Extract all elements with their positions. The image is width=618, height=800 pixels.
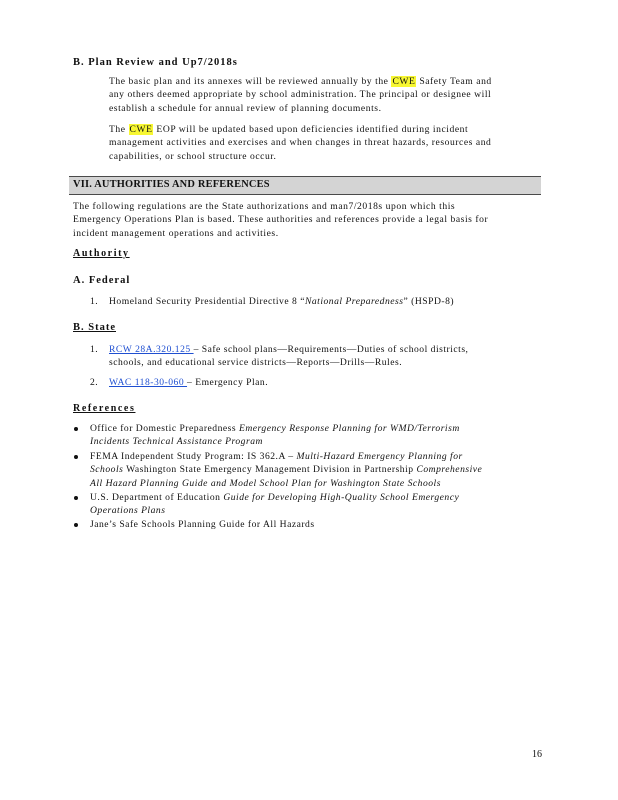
references-heading: References: [73, 403, 136, 414]
italic-title: All Hazard Planning Guide and Model School Plan for Washington State Schools: [90, 477, 441, 489]
section-header-title: VII. AUTHORITIES AND REFERENCES: [73, 179, 270, 190]
wac-link[interactable]: WAC 118-30-060: [109, 377, 188, 388]
text-line: any others deemed appropriate by school administration. The principal or designee will: [109, 89, 492, 101]
state-item-2: [109, 376, 268, 389]
italic-title: Schools: [90, 464, 124, 476]
italic-title: Guide for Developing High-Quality School Emergency: [223, 492, 460, 503]
state-heading-wrap: [73, 322, 116, 333]
rcw-link[interactable]: RCW 28A.320.125: [109, 344, 194, 355]
text-run: The: [109, 124, 129, 135]
text-line: Emergency Operations Plan is based. These authorities and references provide a legal basis for: [73, 214, 489, 226]
authority-heading: Authority: [73, 248, 130, 259]
italic-title: Operations Plans: [90, 505, 166, 517]
bullet-icon: [74, 523, 78, 527]
state-item-1: [109, 343, 468, 370]
reference-item-4: Jane’s Safe Schools Planning Guide for All Hazards: [90, 519, 315, 530]
text-run: Homeland Security Presidential Directive 8 “: [109, 296, 305, 307]
text-line: schools, and educational service districts—Reports—Drills—Rules.: [109, 357, 403, 369]
text-line: incident management operations and activities.: [73, 227, 279, 239]
text-run: The basic plan and its annexes will be reviewed annually by the: [109, 76, 392, 87]
text-run: Washington State Emergency Management Division in Partnership: [123, 464, 417, 476]
plan-review-paragraph-2: [109, 123, 491, 163]
italic-title: Emergency Response Planning for WMD/Terrorism: [239, 423, 460, 434]
text-run: Office for Domestic Preparedness: [90, 423, 239, 434]
text-run: ” (HSPD-8): [403, 296, 455, 307]
highlighted-term: CWE: [129, 124, 153, 135]
federal-heading: A. Federal: [73, 275, 131, 286]
reference-item-3: [90, 491, 459, 518]
federal-item-1: [109, 295, 454, 308]
section-header-band: [69, 176, 541, 195]
state-item-2-number: 2.: [90, 377, 99, 388]
page-number: 16: [532, 749, 542, 760]
text-run: – Emergency Plan.: [187, 377, 269, 388]
text-line: establish a schedule for annual review of planning documents.: [109, 102, 382, 114]
text-run: EOP will be updated based upon deficiencies identified during incident: [153, 124, 469, 135]
text-line: The following regulations are the State authorizations and man7/2018s upon which this: [73, 201, 456, 212]
federal-item-1-number: 1.: [90, 296, 99, 307]
authorities-intro: [73, 200, 488, 240]
highlighted-term: CWE: [392, 76, 416, 87]
bullet-icon: [74, 427, 78, 431]
plan-review-paragraph-1: [109, 75, 492, 115]
reference-item-2: [90, 450, 482, 490]
plan-review-heading: B. Plan Review and Up7/2018s: [73, 57, 238, 68]
state-item-1-number: 1.: [90, 344, 99, 355]
text-run: – Safe school plans—Requirements—Duties of school districts,: [193, 344, 469, 355]
bullet-icon: [74, 455, 78, 459]
bullet-icon: [74, 496, 78, 500]
text-run: FEMA Independent Study Program: IS 362.A –: [90, 451, 297, 462]
italic-title: Multi-Hazard Emergency Planning for: [296, 451, 463, 462]
text-run: U.S. Department of Education: [90, 492, 224, 503]
reference-item-1: [90, 422, 460, 449]
state-heading: B. State: [73, 322, 116, 333]
italic-title: Incidents Technical Assistance Program: [90, 436, 263, 448]
italic-title: Comprehensive: [416, 464, 483, 476]
text-run: Safety Team and: [416, 76, 492, 87]
text-line: management activities and exercises and when changes in threat hazards, resources and: [109, 137, 492, 149]
text-line: capabilities, or school structure occur.: [109, 150, 277, 162]
italic-title: National Preparedness: [304, 296, 404, 307]
